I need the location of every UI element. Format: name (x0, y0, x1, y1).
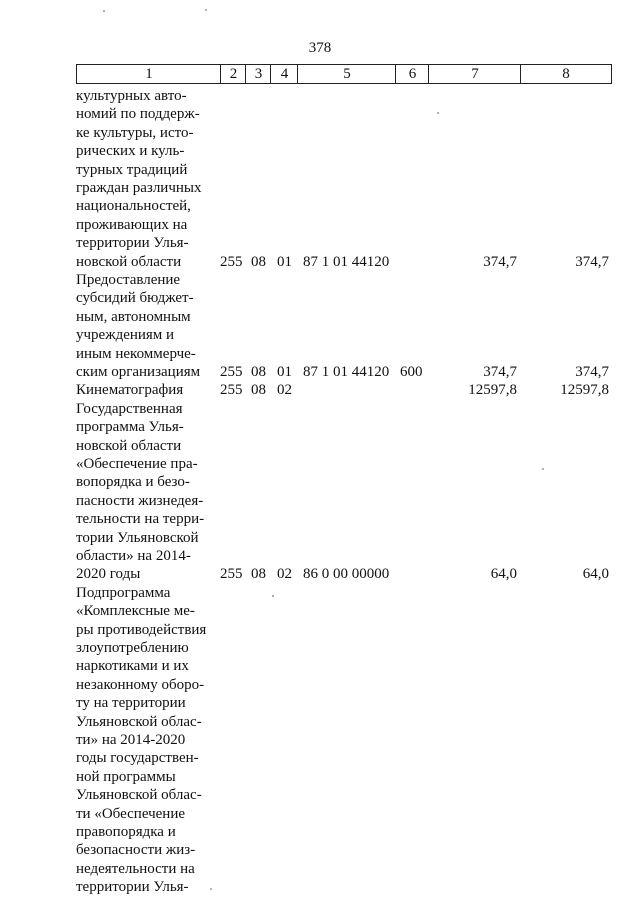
scan-speck (272, 595, 274, 597)
cell-c2: 255 (220, 566, 243, 583)
description-line: рических и куль- (76, 143, 185, 160)
cell-c8: 12597,8 (560, 382, 609, 399)
cell-c6: 600 (400, 364, 423, 380)
header-col-8: 8 (520, 64, 612, 84)
description-line: учреждениям и (76, 327, 175, 344)
description-line: Предоставление (76, 272, 181, 288)
header-col-5: 5 (297, 64, 396, 84)
description-line: ке культуры, исто- (76, 124, 194, 141)
scan-speck (210, 888, 212, 890)
description-line: территории Улья- (76, 235, 189, 252)
description-line: Подпрограмма (76, 584, 171, 601)
description-line: проживающих на (76, 216, 188, 233)
description-line: тории Ульяновской (76, 529, 199, 546)
cell-c3: 08 (251, 253, 266, 270)
cell-c4: 02 (277, 382, 292, 399)
description-line: области» на 2014- (76, 548, 191, 565)
description-line: Ульяновской облас- (76, 787, 202, 804)
cell-c5: 87 1 01 44120 (303, 364, 390, 380)
description-line: безопасности жиз- (76, 842, 196, 859)
description-line: «Обеспечение пра- (76, 456, 198, 473)
header-col-1: 1 (76, 64, 221, 84)
description-line: «Комплексные ме- (76, 603, 195, 620)
description-line: культурных авто- (76, 88, 187, 104)
description-line: ским организациям (76, 364, 201, 381)
row-description (76, 87, 216, 271)
description-line: ным, автономным (76, 308, 191, 325)
description-line: программа Улья- (76, 419, 184, 436)
cell-c3: 08 (251, 382, 266, 399)
description-line: вопорядка и безо- (76, 474, 190, 491)
cell-c2: 255 (220, 382, 243, 399)
cell-c3: 08 (251, 566, 266, 583)
description-line: злоупотреблению (76, 640, 189, 657)
description-line: новской области (76, 253, 182, 270)
description-line: ту на территории (76, 695, 186, 712)
scan-speck (103, 10, 105, 12)
page-number: 378 (308, 40, 332, 56)
description-line: новской области (76, 437, 182, 454)
cell-c7: 374,7 (483, 364, 517, 380)
scan-speck (437, 112, 439, 114)
header-col-4: 4 (270, 64, 298, 84)
cell-c8: 374,7 (575, 253, 609, 270)
description-line: 2020 годы (76, 566, 141, 583)
cell-c7: 64,0 (490, 566, 517, 583)
cell-c4: 02 (277, 566, 292, 583)
description-line: правопорядка и (76, 824, 176, 841)
description-line: номий по поддерж- (76, 106, 200, 123)
scan-speck (205, 9, 207, 11)
cell-c8: 374,7 (575, 364, 609, 380)
description-line: национальностей, (76, 198, 191, 215)
cell-c7: 12597,8 (468, 382, 517, 399)
description-line: наркотиками и их (76, 658, 189, 675)
cell-c2: 255 (220, 253, 243, 270)
row-description (76, 584, 216, 897)
description-line: ной программы (76, 768, 176, 785)
description-line: ти «Обеспечение (76, 805, 186, 822)
description-line: недеятельности на (76, 860, 195, 877)
cell-c5: 86 0 00 00000 (303, 566, 390, 583)
row-description (76, 400, 216, 584)
cell-c2: 255 (220, 364, 243, 380)
header-col-7: 7 (428, 64, 521, 84)
header-col-3: 3 (245, 64, 271, 84)
header-col-2: 2 (220, 64, 246, 84)
description-line: тельности на терри- (76, 511, 205, 528)
row-description (76, 381, 216, 399)
cell-c5: 87 1 01 44120 (303, 253, 390, 270)
description-line: незаконному оборо- (76, 676, 205, 693)
description-line: территории Улья- (76, 879, 189, 896)
cell-c7: 374,7 (483, 253, 517, 270)
row-description (76, 271, 216, 381)
description-line: иным некоммерче- (76, 345, 196, 362)
scan-speck (542, 468, 544, 470)
description-line: ры противодействия (76, 621, 207, 638)
description-line: Кинематография (76, 382, 184, 399)
cell-c8: 64,0 (582, 566, 609, 583)
description-line: субсидий бюджет- (76, 290, 194, 307)
description-line: турных традиций (76, 161, 188, 178)
description-line: граждан различных (76, 180, 202, 197)
cell-c4: 01 (277, 253, 292, 270)
header-col-6: 6 (395, 64, 429, 84)
description-line: пасности жизнедея- (76, 492, 204, 509)
description-line: Ульяновской облас- (76, 713, 202, 730)
description-line: ти» на 2014-2020 (76, 732, 186, 749)
cell-c3: 08 (251, 364, 266, 380)
description-line: Государственная (76, 400, 183, 417)
cell-c4: 01 (277, 364, 292, 380)
description-line: годы государствен- (76, 750, 199, 767)
